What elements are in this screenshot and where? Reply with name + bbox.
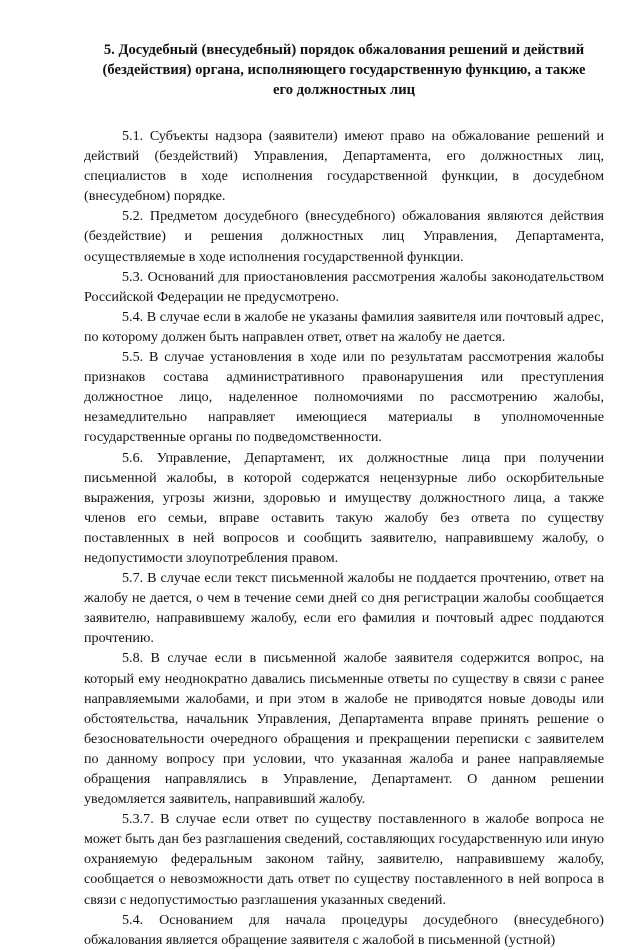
paragraph-5-6: 5.6. Управление, Департамент, их должностные лица при получении письменной жалобы, в которой содержатся нецензурные либо оскорбительные выражения, угрозы жизни, здоровью и имуществу должностного лица, а также членов его семьи, вправе оставить такую жалобу без ответа по существу поставленных в ней вопросов и сообщить заявителю, направившему жалобу, о недопустимости злоупотребления правом. [84,449,604,566]
heading-spacer [84,100,604,126]
document-page [84,40,604,950]
paragraph-5-8: 5.8. В случае если в письменной жалобе заявителя содержится вопрос, на который ему неоднократно давались письменные ответы по существу в связи с ранее направляемыми жалобами, и при этом в жалобе не приводятся новые доводы или обстоятельства, начальник Управления, Департамента вправе принять решение о безосновательности очередного обращения и прекращении переписки с заявителем по данному вопросу при условии, что указанная жалоба и ранее направляемые обращения направлялись в Управление, Департамент. О данном решении уведомляется заявитель, направивший жалобу. [84,650,604,808]
paragraph-5-5: 5.5. В случае установления в ходе или по результатам рассмотрения жалобы признаков состава административного правонарушения или преступления должностное лицо, наделенное полномочиями по рассмотрению жалобы, незамедлительно направляет имеющиеся материалы в уполномоченные государственные органы по подведомственности. [84,349,604,446]
paragraph-5-3-7: 5.3.7. В случае если ответ по существу поставленного в жалобе вопроса не может быть дан без разглашения сведений, составляющих государственную или иную охраняемую федеральным законом тайну, заявителю, направившему жалобу, сообщается о невозможности дать ответ по существу поставленного в ней вопроса в связи с недопустимостью разглашения указанных сведений. [84,811,604,908]
heading-line-1: 5. Досудебный (внесудебный) порядок обжалования решений и действий [103,42,585,58]
paragraph-5-2: 5.2. Предметом досудебного (внесудебного) обжалования являются действия (бездействие) и решения должностных лиц Управления, Департамента, осуществляемые в ходе исполнения государственной функции. [84,208,604,265]
heading-line-2: (бездействия) органа, исполняющего государственную функцию, а также [102,62,586,78]
paragraph-5-1: 5.1. Субъекты надзора (заявители) имеют право на обжалование решений и действий (бездействий) Управления, Департамента, его должностных лиц, специалистов в ходе исполнения государственной функции, в досудебном (внесудебном) порядке. [84,128,604,205]
heading-line-3: его должностных лиц [272,82,416,98]
section-heading [84,40,604,100]
body-text [84,126,604,950]
paragraph-5-4-second: 5.4. Основанием для начала процедуры досудебного (внесудебного) обжалования является обращение заявителя с жалобой в письменной (устной) [84,911,604,948]
paragraph-5-3: 5.3. Оснований для приостановления рассмотрения жалобы законодательством Российской Федерации не предусмотрено. [84,268,604,305]
paragraph-5-7: 5.7. В случае если текст письменной жалобы не поддается прочтению, ответ на жалобу не дается, о чем в течение семи дней со дня регистрации жалобы сообщается заявителю, направившему жалобу, если его фамилия и почтовый адрес поддаются прочтению. [84,570,604,647]
paragraph-5-4: 5.4. В случае если в жалобе не указаны фамилия заявителя или почтовый адрес, по которому должен быть направлен ответ, ответ на жалобу не дается. [84,308,604,345]
